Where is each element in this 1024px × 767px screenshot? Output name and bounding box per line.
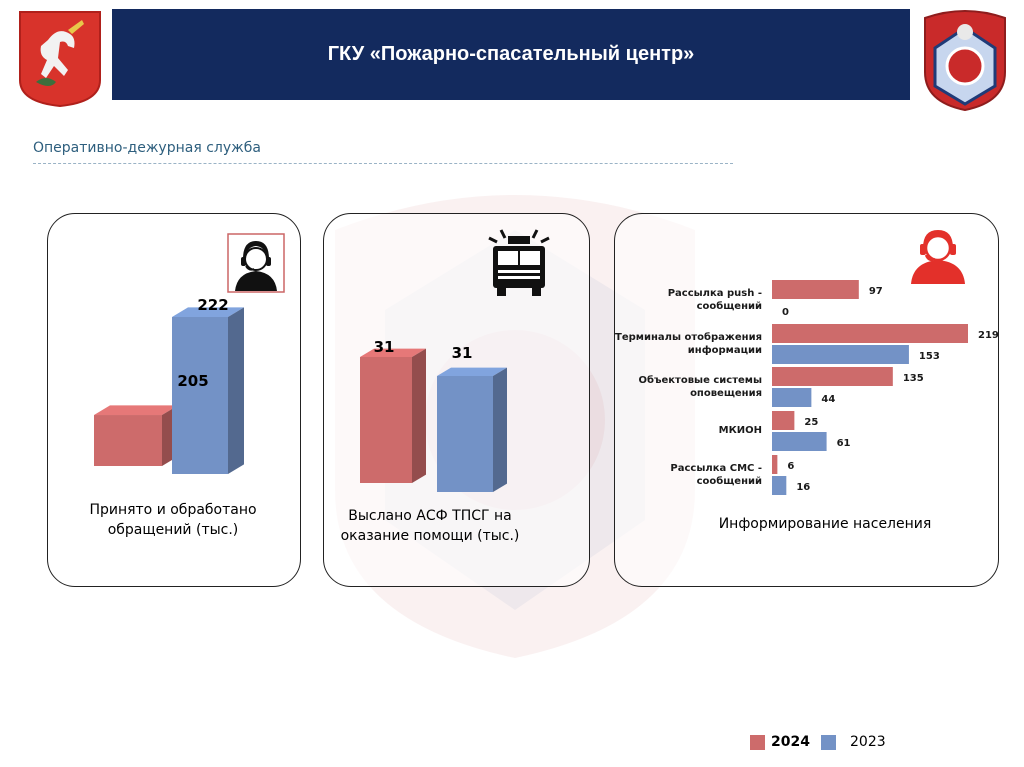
bar [94, 405, 178, 466]
category-label: Терминалы отображения информации [615, 332, 762, 356]
chart-calls [60, 290, 280, 485]
bar [172, 307, 244, 474]
caption-line: Принято и обработано [89, 502, 257, 518]
calls-caption [52, 500, 294, 540]
page-title: ГКУ «Пожарно-спасательный центр» [327, 43, 695, 65]
data-label: 97 [868, 286, 883, 297]
fire-truck-icon [481, 226, 557, 298]
data-label: 61 [836, 438, 851, 449]
chart-dispatch [340, 330, 540, 500]
operator-headset-icon [227, 233, 285, 293]
data-label: 135 [902, 373, 924, 384]
bar [772, 432, 827, 451]
category-label: Рассылка push -сообщений [667, 288, 762, 312]
bar [772, 324, 968, 343]
caption-line: Выслано АСФ ТПСГ на [348, 508, 512, 524]
bar [772, 345, 909, 364]
data-label: 31 [373, 338, 395, 356]
data-label: 31 [451, 344, 473, 362]
dispatch-caption [326, 506, 534, 546]
bar [772, 476, 786, 495]
section-divider [33, 163, 733, 164]
legend-label-2023: 2023 [850, 734, 886, 750]
data-label: 6 [787, 461, 795, 472]
inform-caption: Информирование населения [718, 516, 932, 532]
data-label: 25 [804, 417, 819, 428]
category-label: МКИОН [718, 425, 762, 436]
data-label: 153 [918, 351, 940, 362]
caption-line: оказание помощи (тыс.) [340, 528, 520, 544]
data-label: 44 [821, 394, 836, 405]
bar [437, 368, 507, 492]
category-label: Рассылка СМС -сообщений [670, 463, 762, 487]
data-label: 16 [796, 482, 811, 493]
bar [772, 411, 794, 430]
fire-rescue-emblem-logo [919, 8, 1011, 112]
data-label: 0 [782, 307, 789, 318]
caption-line: обращений (тыс.) [107, 522, 239, 538]
bar [772, 280, 859, 299]
data-label: 205 [177, 372, 209, 390]
legend-swatch-2024 [750, 735, 765, 750]
chart-inform [615, 272, 999, 502]
data-label: 222 [197, 296, 229, 314]
bar [772, 455, 777, 474]
bar [772, 367, 893, 386]
data-label: 219 [978, 330, 999, 341]
moscow-coat-of-arms-logo [18, 10, 102, 108]
bar [360, 349, 426, 483]
category-label: Объектовые системы оповещения [638, 375, 762, 399]
legend-swatch-2023 [821, 735, 836, 750]
legend-label-2024: 2024 [771, 734, 810, 750]
bar [772, 388, 811, 407]
section-subtitle: Оперативно-дежурная служба [33, 140, 261, 156]
